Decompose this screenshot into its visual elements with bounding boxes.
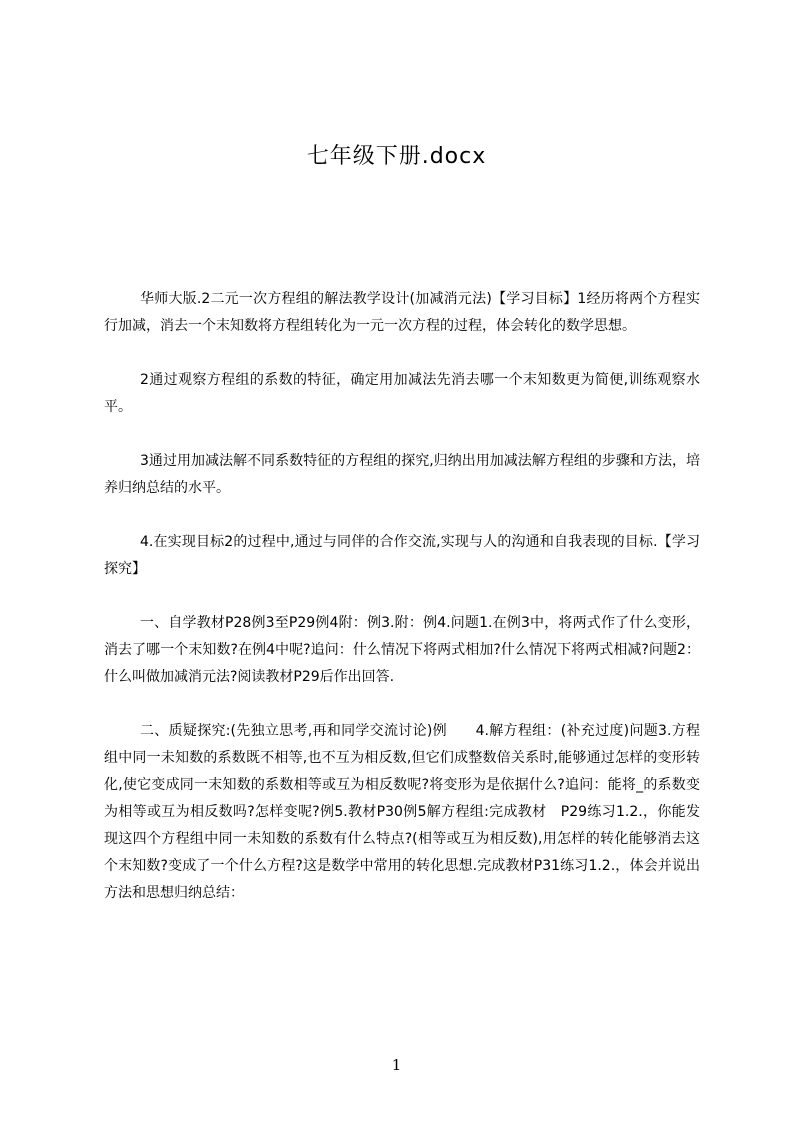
document-title: 七年级下册.docx <box>306 144 487 169</box>
paragraph-2: 2通过观察方程组的系数的特征，确定用加减法先消去哪一个末知数更为简便,训练观察水平。 <box>104 372 700 415</box>
paragraph-1: 华师大版.2二元一次方程组的解法教学设计(加减消元法)【学习目标】1经历将两个方程实行加减，消去一个末知数将方程组转化为一元一次方程的过程，体会转化的数学思想。 <box>104 291 700 334</box>
paragraph-4: 4.在实现目标2的过程中,通过与同伴的合作交流,实现与人的沟通和自我表现的目标.【学习探究】 <box>104 534 700 577</box>
paragraph-3: 3通过用加减法解不同系数特征的方程组的探究,归纳出用加减法解方程组的步骤和方法，培养归纳总结的水平。 <box>104 453 700 496</box>
paragraph-5: 一、自学教材P28例3至P29例4附：例3.附：例4.问题1.在例3中，将两式作了什么变形，消去了哪一个末知数?在例4中呢?追问：什么情况下将两式相加?什么情况下将两式相减?问题2：什么叫做加减消元法?阅读教材P29后作出回答. <box>104 615 700 685</box>
paragraph-6: 二、质疑探究:(先独立思考,再和同学交流讨论)例 4.解方程组：(补充过度)问题3.方程组中同一未知数的系数既不相等,也不互为相反数,但它们成整数倍关系时,能够通过怎样的变形转化,使它变成同一末知数的系数相等或互为相反数呢?将变形为是依据什么?追问：能将_的系数变为相等或互为相反数吗?怎样变呢?例5.教材P30例5解方程组:完成教材 P29练习1.2.，你能发现这四个方程组中同一未知数的系数有什么特点?(相等或互为相反数),用怎样的转化能够消去这个末知数?变成了一个什么方程?这是数学中常用的转化思想.完成教材P31练习1.2.，体会并说出方法和思想归纳总结： <box>104 723 700 901</box>
page-number: 1 <box>391 1056 402 1074</box>
document-body <box>104 286 700 934</box>
